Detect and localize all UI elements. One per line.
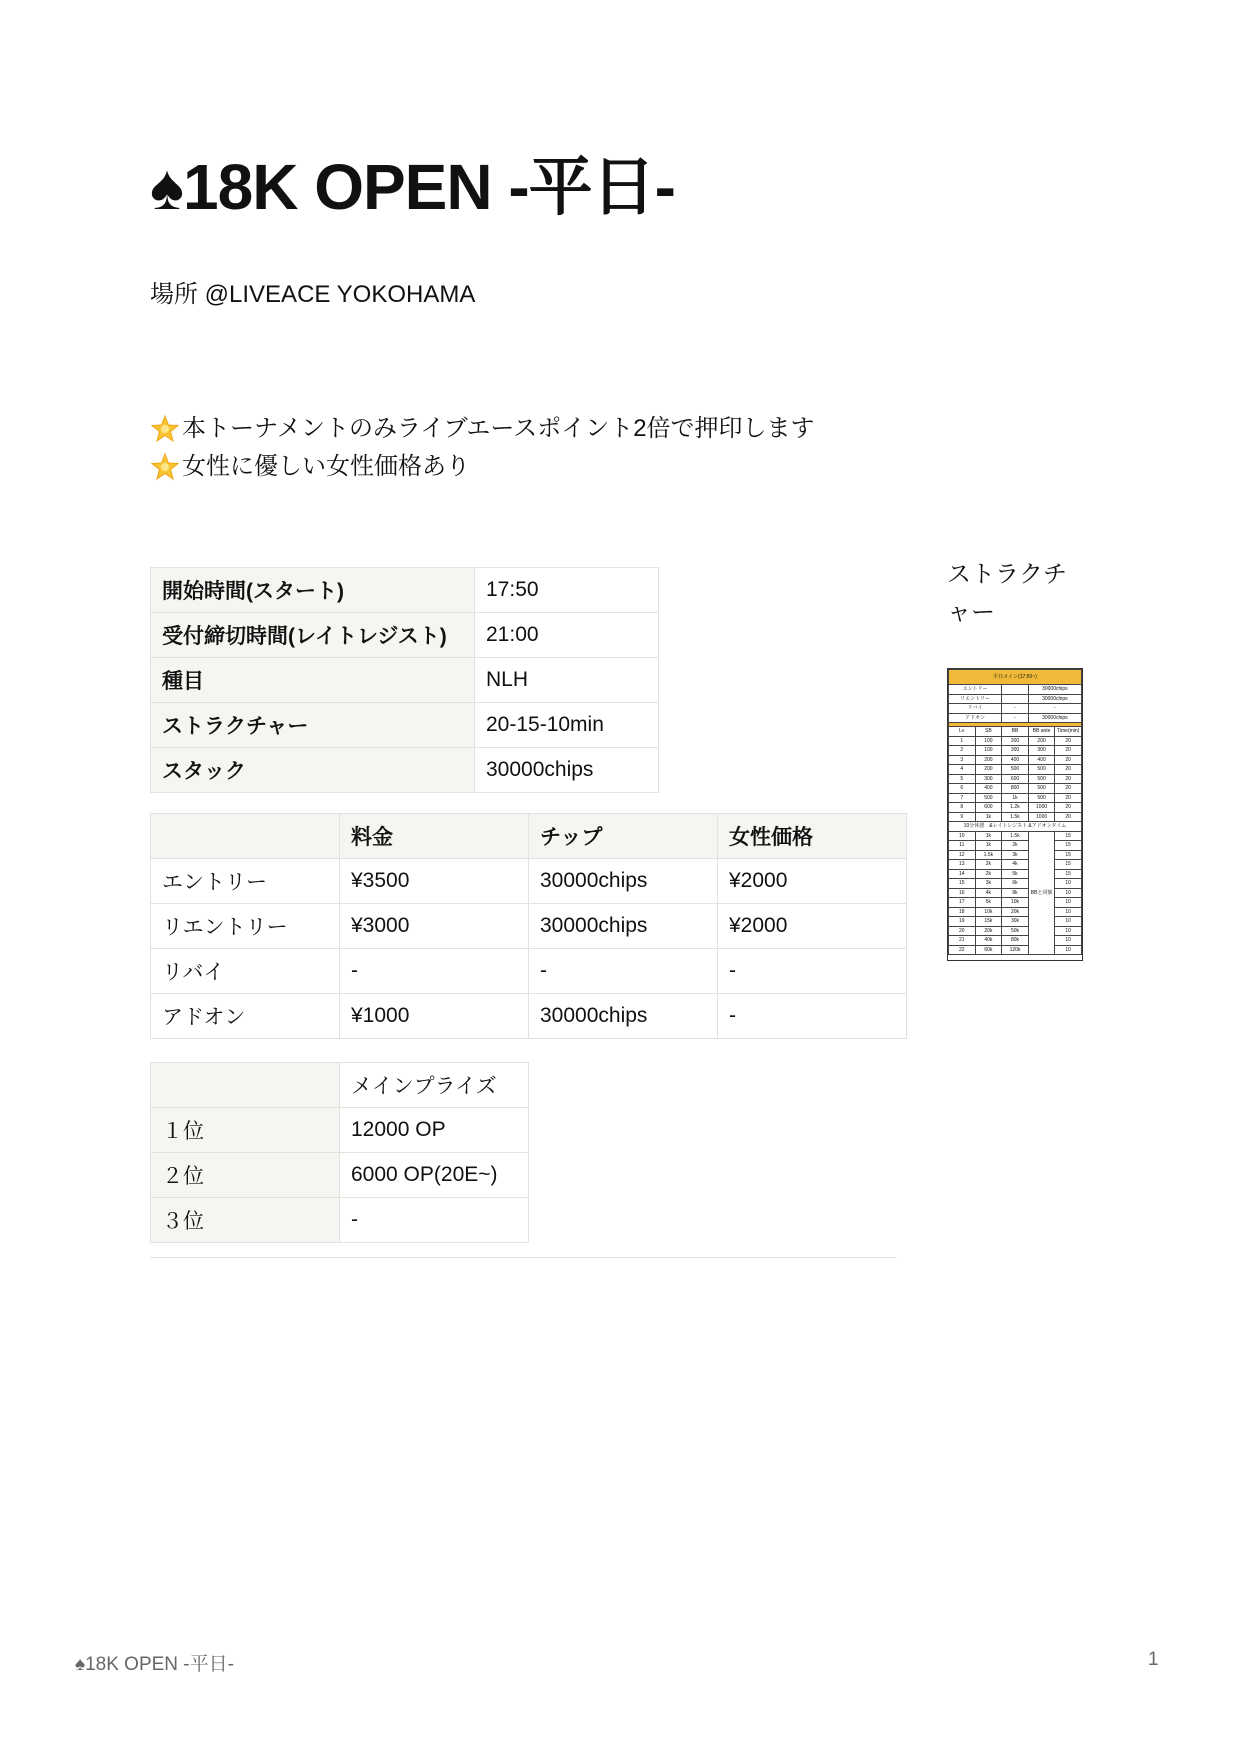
structure-cell: 500: [1028, 774, 1055, 784]
fee-type: エントリー: [151, 859, 340, 904]
fee-women-price: -: [718, 994, 907, 1039]
structure-cell: 平日メイン(17:50~): [949, 670, 1082, 685]
note-line: [150, 448, 815, 486]
structure-cell: 30000chips: [1028, 685, 1081, 695]
structure-cell: 15: [1055, 831, 1082, 841]
structure-row: [949, 926, 1082, 936]
structure-cell: 10: [1055, 936, 1082, 946]
structure-cell: 4k: [1002, 860, 1029, 870]
structure-cell: SB: [975, 727, 1002, 737]
fee-header-price: 料金: [340, 814, 529, 859]
glowing-star-icon: [150, 452, 180, 482]
structure-cell: 8k: [1002, 888, 1029, 898]
structure-cell: 100: [975, 736, 1002, 746]
structure-cell: 300: [1028, 746, 1055, 756]
structure-cell: 3: [949, 755, 976, 765]
fee-chips: 30000chips: [529, 904, 718, 949]
structure-cell: 30000chips: [1028, 694, 1081, 704]
table-row: [151, 904, 907, 949]
structure-cell: 15: [1055, 860, 1082, 870]
prize-rank: ２位: [151, 1153, 340, 1198]
structure-cell: リバイ: [949, 704, 1002, 714]
structure-cell: Lv: [949, 727, 976, 737]
structure-cell: BBと同額: [1028, 831, 1055, 955]
prize-amount: -: [340, 1198, 529, 1243]
structure-row: [949, 860, 1082, 870]
fee-chips: 30000chips: [529, 859, 718, 904]
structure-cell: 9: [949, 812, 976, 822]
table-header-row: [151, 814, 907, 859]
structure-cell: 10: [949, 831, 976, 841]
structure-cell: BB ante: [1028, 727, 1055, 737]
structure-cell: 1.5k: [1002, 812, 1029, 822]
structure-cell: 18: [949, 907, 976, 917]
structure-cell: 20: [1055, 793, 1082, 803]
structure-cell: 1.5k: [975, 850, 1002, 860]
structure-cell: -: [1028, 704, 1081, 714]
structure-cell: [1002, 685, 1029, 695]
table-row: [151, 1153, 529, 1198]
structure-row: [949, 704, 1082, 714]
structure-cell: [1002, 694, 1029, 704]
structure-cell: 10: [1055, 888, 1082, 898]
info-value: 20-15-10min: [475, 703, 659, 748]
fee-price: -: [340, 949, 529, 994]
note-text: 本トーナメントのみライブエースポイント2倍で押印します: [182, 415, 815, 442]
structure-row: [949, 765, 1082, 775]
tournament-info-table: [150, 567, 659, 793]
structure-cell: 13: [949, 860, 976, 870]
table-row: [151, 568, 659, 613]
structure-cell: 600: [975, 803, 1002, 813]
structure-cell: 200: [975, 755, 1002, 765]
structure-cell: 10: [1055, 917, 1082, 927]
structure-cell: 400: [975, 784, 1002, 794]
fee-women-price: ¥2000: [718, 904, 907, 949]
structure-cell: 120k: [1002, 945, 1029, 955]
structure-row: [949, 713, 1082, 723]
structure-cell: 500: [975, 793, 1002, 803]
structure-cell: 30000chips: [1028, 713, 1081, 723]
structure-row: [949, 917, 1082, 927]
structure-cell: 20k: [975, 926, 1002, 936]
fee-table: [150, 813, 907, 1039]
structure-cell: Time(min): [1055, 727, 1082, 737]
fee-price: ¥1000: [340, 994, 529, 1039]
structure-cell: 1.5k: [1002, 831, 1029, 841]
structure-cell: 15k: [975, 917, 1002, 927]
table-row: [151, 1198, 529, 1243]
structure-row: [949, 746, 1082, 756]
structure-cell: 14: [949, 869, 976, 879]
fee-header-blank: [151, 814, 340, 859]
structure-cell: BB: [1002, 727, 1029, 737]
structure-row: [949, 822, 1082, 832]
divider: [150, 1257, 897, 1258]
footer-title: ♠18K OPEN -平日-: [75, 1654, 234, 1675]
structure-cell: 6: [949, 784, 976, 794]
structure-cell: 16: [949, 888, 976, 898]
structure-cell: 500: [1002, 765, 1029, 775]
structure-row: [949, 774, 1082, 784]
structure-cell: 1k: [975, 812, 1002, 822]
prize-table: [150, 1062, 529, 1243]
structure-cell: 20: [1055, 736, 1082, 746]
structure-row: [949, 685, 1082, 695]
structure-row: [949, 879, 1082, 889]
structure-cell: 1000: [1028, 812, 1055, 822]
structure-cell: 12: [949, 850, 976, 860]
structure-row: [949, 888, 1082, 898]
structure-cell: 10: [1055, 879, 1082, 889]
fee-chips: -: [529, 949, 718, 994]
structure-cell: 4k: [975, 888, 1002, 898]
structure-cell: 15: [1055, 841, 1082, 851]
structure-cell: 400: [1028, 755, 1055, 765]
structure-cell: 10: [1055, 926, 1082, 936]
table-row: [151, 748, 659, 793]
structure-cell: 80k: [1002, 936, 1029, 946]
structure-cell: 500: [1028, 765, 1055, 775]
table-row: [151, 658, 659, 703]
structure-cell: 1k: [975, 831, 1002, 841]
table-row: [151, 949, 907, 994]
structure-cell: 500: [1028, 793, 1055, 803]
structure-cell: -: [1002, 704, 1029, 714]
structure-row: [949, 727, 1082, 737]
structure-row: [949, 736, 1082, 746]
structure-cell: 17: [949, 898, 976, 908]
info-key: スタック: [151, 748, 475, 793]
structure-cell: 5k: [1002, 869, 1029, 879]
structure-cell: 1000: [1028, 803, 1055, 813]
structure-row: [949, 793, 1082, 803]
structure-row: [949, 831, 1082, 841]
structure-cell: 4: [949, 765, 976, 775]
structure-cell: 100: [975, 746, 1002, 756]
structure-cell: 1: [949, 736, 976, 746]
prize-header-blank: [151, 1063, 340, 1108]
fee-type: リバイ: [151, 949, 340, 994]
structure-cell: 5k: [975, 898, 1002, 908]
prize-amount: 6000 OP(20E~): [340, 1153, 529, 1198]
info-value: 30000chips: [475, 748, 659, 793]
info-value: 21:00: [475, 613, 659, 658]
structure-cell: 200: [1028, 736, 1055, 746]
info-key: ストラクチャー: [151, 703, 475, 748]
structure-row: [949, 945, 1082, 955]
structure-cell: 20: [1055, 784, 1082, 794]
structure-cell: 5: [949, 774, 976, 784]
structure-cell: 40k: [975, 936, 1002, 946]
structure-cell: 22: [949, 945, 976, 955]
structure-row: [949, 755, 1082, 765]
structure-heading: ストラクチ ャー: [947, 561, 1067, 626]
info-value: NLH: [475, 658, 659, 703]
info-value: 17:50: [475, 568, 659, 613]
structure-cell: 19: [949, 917, 976, 927]
fee-type: リエントリー: [151, 904, 340, 949]
page-title: ♠18K OPEN -平日-: [150, 151, 675, 223]
structure-cell: 10: [1055, 945, 1082, 955]
structure-cell: 200: [975, 765, 1002, 775]
prize-rank: １位: [151, 1108, 340, 1153]
prize-rank: ３位: [151, 1198, 340, 1243]
structure-cell: 20k: [1002, 907, 1029, 917]
fee-header-women-price: 女性価格: [718, 814, 907, 859]
structure-image: [947, 668, 1083, 961]
info-key: 受付締切時間(レイトレジスト): [151, 613, 475, 658]
note-text: 女性に優しい女性価格あり: [182, 453, 470, 480]
structure-cell: 11: [949, 841, 976, 851]
structure-cell: 600: [1002, 774, 1029, 784]
structure-cell: 8: [949, 803, 976, 813]
structure-cell: 200: [1002, 736, 1029, 746]
structure-cell: 2k: [1002, 841, 1029, 851]
structure-cell: 10分休憩 &レイトレジスト &アドオンタイム: [949, 822, 1082, 832]
structure-row: [949, 784, 1082, 794]
structure-cell: 15: [1055, 850, 1082, 860]
structure-cell: 20: [1055, 765, 1082, 775]
structure-cell: 7: [949, 793, 976, 803]
structure-cell: 3k: [975, 879, 1002, 889]
note-line: [150, 410, 815, 448]
structure-cell: 20: [1055, 774, 1082, 784]
structure-cell: 2k: [975, 869, 1002, 879]
table-row: [151, 613, 659, 658]
structure-cell: 800: [1002, 784, 1029, 794]
structure-row: [949, 907, 1082, 917]
structure-row: [949, 850, 1082, 860]
structure-cell: 21: [949, 936, 976, 946]
fee-women-price: -: [718, 949, 907, 994]
structure-cell: -: [1002, 713, 1029, 723]
prize-amount: 12000 OP: [340, 1108, 529, 1153]
fee-price: ¥3000: [340, 904, 529, 949]
structure-row: [949, 694, 1082, 704]
fee-header-chips: チップ: [529, 814, 718, 859]
structure-cell: 20: [949, 926, 976, 936]
structure-cell: エントリー: [949, 685, 1002, 695]
structure-cell: 20: [1055, 803, 1082, 813]
structure-cell: 500: [1028, 784, 1055, 794]
structure-cell: 6k: [1002, 879, 1029, 889]
structure-row: [949, 803, 1082, 813]
structure-cell: 10k: [975, 907, 1002, 917]
structure-cell: 15: [949, 879, 976, 889]
structure-cell: 10: [1055, 898, 1082, 908]
structure-cell: 20: [1055, 755, 1082, 765]
structure-cell: 50k: [1002, 926, 1029, 936]
structure-cell: アドオン: [949, 713, 1002, 723]
fee-type: アドオン: [151, 994, 340, 1039]
structure-cell: 3k: [1002, 850, 1029, 860]
table-row: [151, 859, 907, 904]
structure-cell: 2k: [975, 860, 1002, 870]
structure-row: [949, 869, 1082, 879]
structure-row: [949, 812, 1082, 822]
structure-cell: 10: [1055, 907, 1082, 917]
structure-cell: 15: [1055, 869, 1082, 879]
structure-cell: 300: [975, 774, 1002, 784]
page-number: 1: [1148, 1649, 1159, 1670]
structure-cell: 20: [1055, 812, 1082, 822]
structure-cell: 30k: [1002, 917, 1029, 927]
glowing-star-icon: [150, 414, 180, 444]
structure-cell: 2: [949, 746, 976, 756]
table-row: [151, 994, 907, 1039]
structure-row: [949, 898, 1082, 908]
structure-cell: 300: [1002, 746, 1029, 756]
structure-cell: 60k: [975, 945, 1002, 955]
structure-row: [949, 841, 1082, 851]
table-header-row: [151, 1063, 529, 1108]
fee-price: ¥3500: [340, 859, 529, 904]
info-key: 種目: [151, 658, 475, 703]
structure-cell: 400: [1002, 755, 1029, 765]
structure-row: [949, 670, 1082, 685]
table-row: [151, 703, 659, 748]
fee-women-price: ¥2000: [718, 859, 907, 904]
structure-row: [949, 936, 1082, 946]
info-key: 開始時間(スタート): [151, 568, 475, 613]
fee-chips: 30000chips: [529, 994, 718, 1039]
table-row: [151, 1108, 529, 1153]
structure-cell: 1.2k: [1002, 803, 1029, 813]
structure-cell: 1k: [975, 841, 1002, 851]
structure-cell: 10k: [1002, 898, 1029, 908]
prize-header-main: メインプライズ: [340, 1063, 529, 1108]
structure-cell: 20: [1055, 746, 1082, 756]
location-text: 場所 @LIVEACE YOKOHAMA: [150, 281, 476, 308]
structure-cell: リエントリー: [949, 694, 1002, 704]
notes-block: [150, 410, 815, 486]
structure-cell: 1k: [1002, 793, 1029, 803]
